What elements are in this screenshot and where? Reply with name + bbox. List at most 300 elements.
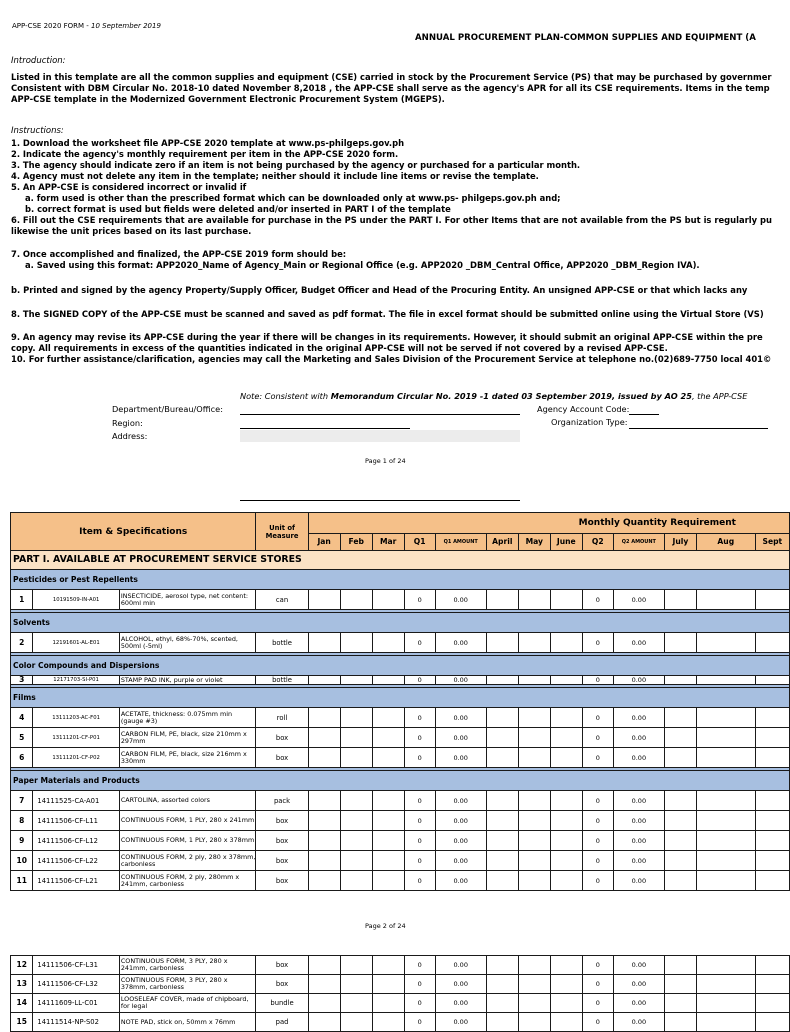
- instruction-line: 1. Download the worksheet file APP-CSE 2020 template at www.ps-philgeps.gov.ph: [11, 138, 405, 148]
- cell-april[interactable]: [486, 975, 518, 994]
- category-row: Films: [11, 688, 790, 708]
- cell-sept[interactable]: [755, 871, 789, 891]
- cell-may[interactable]: [518, 676, 550, 685]
- cell-july[interactable]: [664, 791, 696, 811]
- cell-q2-amount: 0.00: [613, 590, 664, 610]
- cell-sept[interactable]: [755, 811, 789, 831]
- cell-sept[interactable]: [755, 851, 789, 871]
- item-specifications-header: Item & Specifications: [11, 513, 256, 551]
- cell-may[interactable]: [518, 633, 550, 653]
- cell-mar[interactable]: [372, 1013, 404, 1032]
- department-label: Department/Bureau/Office:: [112, 404, 223, 414]
- unit-of-measure: box: [256, 831, 308, 851]
- cell-mar[interactable]: [372, 676, 404, 685]
- cell-may[interactable]: [518, 994, 550, 1013]
- cell-feb[interactable]: [340, 1013, 372, 1032]
- item-code: 14111514-NP-S02: [33, 1013, 119, 1032]
- cell-may[interactable]: [518, 871, 550, 891]
- cell-q1-amount: 0.00: [435, 728, 486, 748]
- cell-q2: 0: [582, 791, 613, 811]
- item-number: 4: [11, 708, 33, 728]
- cell-may[interactable]: [518, 590, 550, 610]
- cell-july[interactable]: [664, 708, 696, 728]
- cell-jan[interactable]: [308, 871, 340, 891]
- cell-q2: 0: [582, 831, 613, 851]
- cell-q2-amount: 0.00: [613, 728, 664, 748]
- cell-q2-amount: 0.00: [613, 851, 664, 871]
- item-description: CONTINUOUS FORM, 3 PLY, 280 x 378mm, carbonless: [119, 975, 256, 994]
- cell-july[interactable]: [665, 1013, 697, 1032]
- cell-q1-amount: 0.00: [435, 975, 486, 994]
- item-description: CARBON FILM, PE, black, size 216mm x 330mm: [119, 748, 256, 768]
- cell-jan[interactable]: [308, 831, 340, 851]
- table-row: [11, 1013, 790, 1032]
- item-code: 12191601-AL-E01: [33, 633, 119, 653]
- cell-april[interactable]: [486, 791, 518, 811]
- cell-sept[interactable]: [755, 708, 789, 728]
- item-description: CONTINUOUS FORM, 2 ply, 280mm x 241mm, carbonless: [119, 871, 256, 891]
- cell-june[interactable]: [550, 831, 582, 851]
- cell-q1: 0: [404, 851, 435, 871]
- department-field[interactable]: [240, 402, 520, 415]
- cell-q2-amount: 0.00: [613, 633, 664, 653]
- item-code: 14111506-CF-L22: [33, 851, 119, 871]
- cell-feb[interactable]: [340, 728, 372, 748]
- cell-jan[interactable]: [308, 676, 340, 685]
- item-description: CARTOLINA, assorted colors: [119, 791, 256, 811]
- cell-mar[interactable]: [372, 871, 404, 891]
- cell-july[interactable]: [664, 811, 696, 831]
- org-type-field[interactable]: [629, 416, 768, 429]
- cell-aug[interactable]: [697, 956, 756, 975]
- cell-april[interactable]: [486, 811, 518, 831]
- item-number: 5: [11, 728, 33, 748]
- cell-sept[interactable]: [755, 975, 789, 994]
- item-code: 14111506-CF-L11: [33, 811, 119, 831]
- instruction-line: 2. Indicate the agency's monthly requirement per item in the APP-CSE 2020 form.: [11, 149, 399, 159]
- memorandum-note: Note: Consistent with Memorandum Circular No. 2019 -1 dated 03 September 2019, issued by AO 25, the APP-CSE: [240, 391, 748, 401]
- cell-mar[interactable]: [372, 956, 404, 975]
- cell-q1: 0: [404, 975, 435, 994]
- cell-june[interactable]: [550, 811, 582, 831]
- unit-of-measure: box: [256, 728, 308, 748]
- cell-sept[interactable]: [755, 728, 789, 748]
- address-field[interactable]: [240, 430, 520, 442]
- page-2-header-line: [240, 488, 520, 501]
- procurement-table: [10, 512, 790, 891]
- cell-q1: 0: [404, 728, 435, 748]
- item-number: 1: [11, 590, 33, 610]
- cell-feb[interactable]: [340, 590, 372, 610]
- cell-aug[interactable]: [696, 728, 755, 748]
- cell-april[interactable]: [486, 676, 518, 685]
- cell-july[interactable]: [664, 633, 696, 653]
- column-header-sept: Sept: [755, 534, 789, 551]
- table-row: [11, 676, 790, 685]
- cell-june[interactable]: [550, 871, 582, 891]
- cell-june[interactable]: [550, 748, 582, 768]
- instructions-heading: Instructions:: [11, 126, 64, 136]
- instruction-7b: b. Printed and signed by the agency Property/Supply Officer, Budget Officer and Head of the Procuring Entity. An unsigned APP-CSE or that which lacks any: [11, 285, 748, 295]
- cell-june[interactable]: [550, 994, 582, 1013]
- cell-mar[interactable]: [372, 748, 404, 768]
- table-row: [11, 811, 790, 831]
- cell-jan[interactable]: [308, 633, 340, 653]
- cell-jan[interactable]: [308, 728, 340, 748]
- cell-mar[interactable]: [372, 791, 404, 811]
- cell-may[interactable]: [518, 708, 550, 728]
- cell-q1-amount: 0.00: [435, 956, 486, 975]
- cell-q1-amount: 0.00: [435, 633, 486, 653]
- cell-june[interactable]: [550, 708, 582, 728]
- cell-q2-amount: 0.00: [613, 748, 664, 768]
- cell-april[interactable]: [486, 851, 518, 871]
- introduction-heading: Introduction:: [11, 56, 66, 66]
- column-header-q2: Q2: [582, 534, 613, 551]
- table-row: [11, 956, 790, 975]
- category-row: Solvents: [11, 613, 790, 633]
- cell-june[interactable]: [550, 1013, 582, 1032]
- item-description: CONTINUOUS FORM, 1 PLY, 280 x 378mm: [119, 831, 256, 851]
- table-row: [11, 975, 790, 994]
- page-number-1: Page 1 of 24: [365, 457, 406, 465]
- table-row: [11, 728, 790, 748]
- cell-july[interactable]: [665, 975, 697, 994]
- item-code: 13111201-CF-P02: [33, 748, 119, 768]
- cell-sept[interactable]: [755, 956, 789, 975]
- cell-aug[interactable]: [697, 994, 756, 1013]
- cell-jan[interactable]: [308, 1013, 340, 1032]
- cell-feb[interactable]: [340, 811, 372, 831]
- cell-q2: 0: [582, 1013, 613, 1032]
- cell-june[interactable]: [550, 633, 582, 653]
- cell-q2-amount: 0.00: [613, 975, 664, 994]
- instructions-block-2: [11, 249, 700, 271]
- column-header-july: July: [664, 534, 696, 551]
- cell-q1: 0: [404, 811, 435, 831]
- cell-april[interactable]: [486, 994, 518, 1013]
- cell-sept[interactable]: [755, 590, 789, 610]
- cell-feb[interactable]: [340, 956, 372, 975]
- region-field[interactable]: [240, 416, 410, 429]
- part-i-heading: PART I. AVAILABLE AT PROCUREMENT SERVICE STORES: [11, 551, 790, 570]
- unit-of-measure: pack: [256, 791, 308, 811]
- item-description: ACETATE, thickness: 0.075mm min (gauge #3): [119, 708, 256, 728]
- form-id: APP-CSE 2020 FORM - 10 September 2019: [12, 22, 161, 30]
- cell-q2-amount: 0.00: [613, 708, 664, 728]
- cell-q1: 0: [404, 791, 435, 811]
- cell-jan[interactable]: [308, 975, 340, 994]
- table-row: [11, 994, 790, 1013]
- cell-aug[interactable]: [696, 590, 755, 610]
- cell-q1: 0: [404, 994, 435, 1013]
- cell-q2-amount: 0.00: [613, 871, 664, 891]
- cell-q2: 0: [582, 851, 613, 871]
- org-type-label: Organization Type:: [551, 417, 628, 427]
- unit-of-measure: pad: [256, 1013, 308, 1032]
- cell-april[interactable]: [486, 633, 518, 653]
- cell-q2-amount: 0.00: [613, 811, 664, 831]
- instruction-line: likewise the unit prices based on its last purchase.: [11, 226, 252, 236]
- item-code: 10191509-IN-A01: [33, 590, 119, 610]
- cell-q2: 0: [582, 676, 613, 685]
- item-number: 13: [11, 975, 33, 994]
- cell-jan[interactable]: [308, 590, 340, 610]
- cell-jan[interactable]: [308, 851, 340, 871]
- instruction-line: 3. The agency should indicate zero if an item is not being purchased by the agency or purchased for a particular month.: [11, 160, 581, 170]
- cell-q1-amount: 0.00: [435, 748, 486, 768]
- cell-q2: 0: [582, 748, 613, 768]
- cell-june[interactable]: [550, 956, 582, 975]
- cell-aug[interactable]: [697, 975, 756, 994]
- cell-june[interactable]: [550, 676, 582, 685]
- cell-sept[interactable]: [755, 748, 789, 768]
- table-row: [11, 791, 790, 811]
- item-number: 9: [11, 831, 33, 851]
- agency-code-field[interactable]: [629, 402, 659, 415]
- item-number: 15: [11, 1013, 33, 1032]
- column-header-jan: Jan: [308, 534, 340, 551]
- cell-q2: 0: [582, 633, 613, 653]
- cell-q1: 0: [404, 1013, 435, 1032]
- category-row: Pesticides or Pest Repellents: [11, 570, 790, 590]
- cell-feb[interactable]: [340, 676, 372, 685]
- cell-may[interactable]: [518, 791, 550, 811]
- item-code: 14111506-CF-L21: [33, 871, 119, 891]
- cell-q2-amount: 0.00: [613, 791, 664, 811]
- item-number: 7: [11, 791, 33, 811]
- page-number-2: Page 2 of 24: [365, 922, 406, 930]
- cell-q2: 0: [582, 811, 613, 831]
- cell-june[interactable]: [550, 791, 582, 811]
- cell-july[interactable]: [664, 851, 696, 871]
- cell-q2: 0: [582, 994, 613, 1013]
- cell-april[interactable]: [486, 590, 518, 610]
- cell-jan[interactable]: [308, 708, 340, 728]
- cell-feb[interactable]: [340, 871, 372, 891]
- item-number: 8: [11, 811, 33, 831]
- cell-feb[interactable]: [340, 791, 372, 811]
- cell-mar[interactable]: [372, 708, 404, 728]
- cell-july[interactable]: [664, 871, 696, 891]
- cell-july[interactable]: [664, 748, 696, 768]
- cell-aug[interactable]: [696, 791, 755, 811]
- cell-q1: 0: [404, 590, 435, 610]
- cell-jan[interactable]: [308, 994, 340, 1013]
- cell-aug[interactable]: [696, 851, 755, 871]
- cell-mar[interactable]: [372, 633, 404, 653]
- cell-q2: 0: [582, 975, 613, 994]
- column-header-q2-amount: Q2 AMOUNT: [613, 534, 664, 551]
- instruction-line: 4. Agency must not delete any item in the template; neither should it include line items or revise the template.: [11, 171, 539, 181]
- category-row: Paper Materials and Products: [11, 771, 790, 791]
- cell-june[interactable]: [550, 728, 582, 748]
- cell-april[interactable]: [486, 728, 518, 748]
- cell-july[interactable]: [664, 728, 696, 748]
- cell-mar[interactable]: [372, 811, 404, 831]
- cell-q1-amount: 0.00: [435, 871, 486, 891]
- unit-of-measure: box: [256, 811, 308, 831]
- cell-april[interactable]: [486, 748, 518, 768]
- column-header-may: May: [518, 534, 550, 551]
- cell-april[interactable]: [486, 1013, 518, 1032]
- cell-june[interactable]: [550, 975, 582, 994]
- cell-q1: 0: [404, 956, 435, 975]
- cell-mar[interactable]: [372, 728, 404, 748]
- cell-mar[interactable]: [372, 590, 404, 610]
- cell-feb[interactable]: [340, 831, 372, 851]
- cell-q2: 0: [582, 956, 613, 975]
- cell-q1-amount: 0.00: [435, 676, 486, 685]
- cell-may[interactable]: [518, 851, 550, 871]
- cell-april[interactable]: [486, 871, 518, 891]
- cell-feb[interactable]: [340, 748, 372, 768]
- column-header-mar: Mar: [372, 534, 404, 551]
- item-description: CONTINUOUS FORM, 3 PLY, 280 x 241mm, carbonless: [119, 956, 256, 975]
- address-label: Address:: [112, 431, 148, 441]
- category-row: Color Compounds and Dispersions: [11, 656, 790, 676]
- item-number: 12: [11, 956, 33, 975]
- cell-q1: 0: [404, 676, 435, 685]
- cell-may[interactable]: [518, 811, 550, 831]
- table-row: [11, 851, 790, 871]
- cell-aug[interactable]: [696, 676, 755, 685]
- cell-q2-amount: 0.00: [613, 994, 664, 1013]
- cell-june[interactable]: [550, 851, 582, 871]
- cell-may[interactable]: [518, 956, 550, 975]
- table-row: [11, 748, 790, 768]
- cell-sept[interactable]: [755, 831, 789, 851]
- cell-q2-amount: 0.00: [613, 1013, 664, 1032]
- cell-jan[interactable]: [308, 791, 340, 811]
- unit-of-measure: box: [256, 975, 308, 994]
- cell-jan[interactable]: [308, 748, 340, 768]
- column-header-april: April: [486, 534, 518, 551]
- item-code: 13111203-AC-F01: [33, 708, 119, 728]
- cell-april[interactable]: [486, 831, 518, 851]
- item-number: 2: [11, 633, 33, 653]
- cell-feb[interactable]: [340, 633, 372, 653]
- item-description: STAMP PAD INK, purple or violet: [119, 676, 256, 685]
- cell-may[interactable]: [518, 975, 550, 994]
- table-row: [11, 871, 790, 891]
- instruction-line: a. form used is other than the prescribed format which can be downloaded only at www.ps- philgeps.gov.ph and;: [25, 193, 561, 203]
- cell-april[interactable]: [486, 708, 518, 728]
- cell-q2: 0: [582, 871, 613, 891]
- item-description: CONTINUOUS FORM, 2 ply, 280 x 378mm, carbonless: [119, 851, 256, 871]
- cell-q2: 0: [582, 728, 613, 748]
- cell-mar[interactable]: [372, 831, 404, 851]
- cell-q2: 0: [582, 708, 613, 728]
- item-description: LOOSELEAF COVER, made of chipboard, for legal: [119, 994, 256, 1013]
- cell-mar[interactable]: [372, 994, 404, 1013]
- cell-q1: 0: [404, 831, 435, 851]
- cell-q1-amount: 0.00: [435, 811, 486, 831]
- cell-july[interactable]: [665, 994, 697, 1013]
- agency-code-label: Agency Account Code:: [537, 404, 630, 414]
- cell-june[interactable]: [550, 590, 582, 610]
- item-code: 14111506-CF-L12: [33, 831, 119, 851]
- cell-q1-amount: 0.00: [435, 831, 486, 851]
- cell-aug[interactable]: [696, 708, 755, 728]
- item-number: 3: [11, 676, 33, 685]
- cell-q1-amount: 0.00: [435, 994, 486, 1013]
- cell-aug[interactable]: [696, 633, 755, 653]
- cell-sept[interactable]: [755, 633, 789, 653]
- introduction-text: Listed in this template are all the common supplies and equipment (CSE) carried in stock by the Procurement Service (PS) that may be purchased by governmer Consistent with DBM Circular No. 2018-10 dated November 8,2018 , the APP-CSE shall serve as the agency's APR for all its CSE requirements. Items in the temp APP-CSE template in the Modernized Government Electronic Procurement System (MGEPS).: [11, 72, 772, 104]
- cell-may[interactable]: [518, 728, 550, 748]
- cell-jan[interactable]: [308, 956, 340, 975]
- item-description: CONTINUOUS FORM, 1 PLY, 280 x 241mm: [119, 811, 256, 831]
- cell-may[interactable]: [518, 748, 550, 768]
- cell-aug[interactable]: [696, 811, 755, 831]
- cell-mar[interactable]: [372, 975, 404, 994]
- item-code: 12171703-SI-P01: [33, 676, 119, 685]
- cell-mar[interactable]: [372, 851, 404, 871]
- cell-feb[interactable]: [340, 851, 372, 871]
- cell-july[interactable]: [664, 590, 696, 610]
- item-description: NOTE PAD, stick on, 50mm x 76mm: [119, 1013, 256, 1032]
- cell-aug[interactable]: [697, 1013, 756, 1032]
- table-row: [11, 590, 790, 610]
- unit-of-measure: box: [256, 956, 308, 975]
- item-number: 11: [11, 871, 33, 891]
- cell-aug[interactable]: [696, 871, 755, 891]
- cell-q1: 0: [404, 748, 435, 768]
- cell-feb[interactable]: [340, 975, 372, 994]
- instruction-8: 8. The SIGNED COPY of the APP-CSE must be scanned and saved as pdf format. The file in excel format should be submitted online using the Virtual Store (VS): [11, 309, 764, 319]
- cell-q2-amount: 0.00: [613, 676, 664, 685]
- cell-sept[interactable]: [755, 676, 789, 685]
- cell-feb[interactable]: [340, 708, 372, 728]
- unit-of-measure: can: [256, 590, 308, 610]
- instruction-line: b. correct format is used but fields were deleted and/or inserted in PART I of the template: [25, 204, 451, 214]
- cell-july[interactable]: [664, 831, 696, 851]
- cell-sept[interactable]: [755, 791, 789, 811]
- item-number: 6: [11, 748, 33, 768]
- cell-aug[interactable]: [696, 748, 755, 768]
- procurement-table-page-2: [10, 955, 790, 1032]
- cell-july[interactable]: [664, 676, 696, 685]
- item-code: 14111506-CF-L32: [33, 975, 119, 994]
- cell-may[interactable]: [518, 1013, 550, 1032]
- unit-of-measure-header: Unit of Measure: [256, 513, 308, 551]
- region-label: Region:: [112, 418, 143, 428]
- cell-q1-amount: 0.00: [435, 708, 486, 728]
- cell-july[interactable]: [665, 956, 697, 975]
- instructions-block-1: [11, 138, 772, 237]
- item-number: 10: [11, 851, 33, 871]
- cell-aug[interactable]: [696, 831, 755, 851]
- item-code: 14111506-CF-L31: [33, 956, 119, 975]
- cell-jan[interactable]: [308, 811, 340, 831]
- unit-of-measure: bottle: [256, 633, 308, 653]
- item-description: ALCOHOL, ethyl, 68%-70%, scented, 500ml (-5ml): [119, 633, 256, 653]
- instruction-line: 7. Once accomplished and finalized, the APP-CSE 2019 form should be:: [11, 249, 347, 259]
- cell-sept[interactable]: [755, 994, 789, 1013]
- item-code: 14111525-CA-A01: [33, 791, 119, 811]
- cell-feb[interactable]: [340, 994, 372, 1013]
- cell-may[interactable]: [518, 831, 550, 851]
- unit-of-measure: box: [256, 748, 308, 768]
- column-header-q1: Q1: [404, 534, 435, 551]
- item-number: 14: [11, 994, 33, 1013]
- item-description: INSECTICIDE, aerosol type, net content: 600ml min: [119, 590, 256, 610]
- table-row: [11, 633, 790, 653]
- cell-april[interactable]: [486, 956, 518, 975]
- cell-sept[interactable]: [755, 1013, 789, 1032]
- item-code: 14111609-LL-C01: [33, 994, 119, 1013]
